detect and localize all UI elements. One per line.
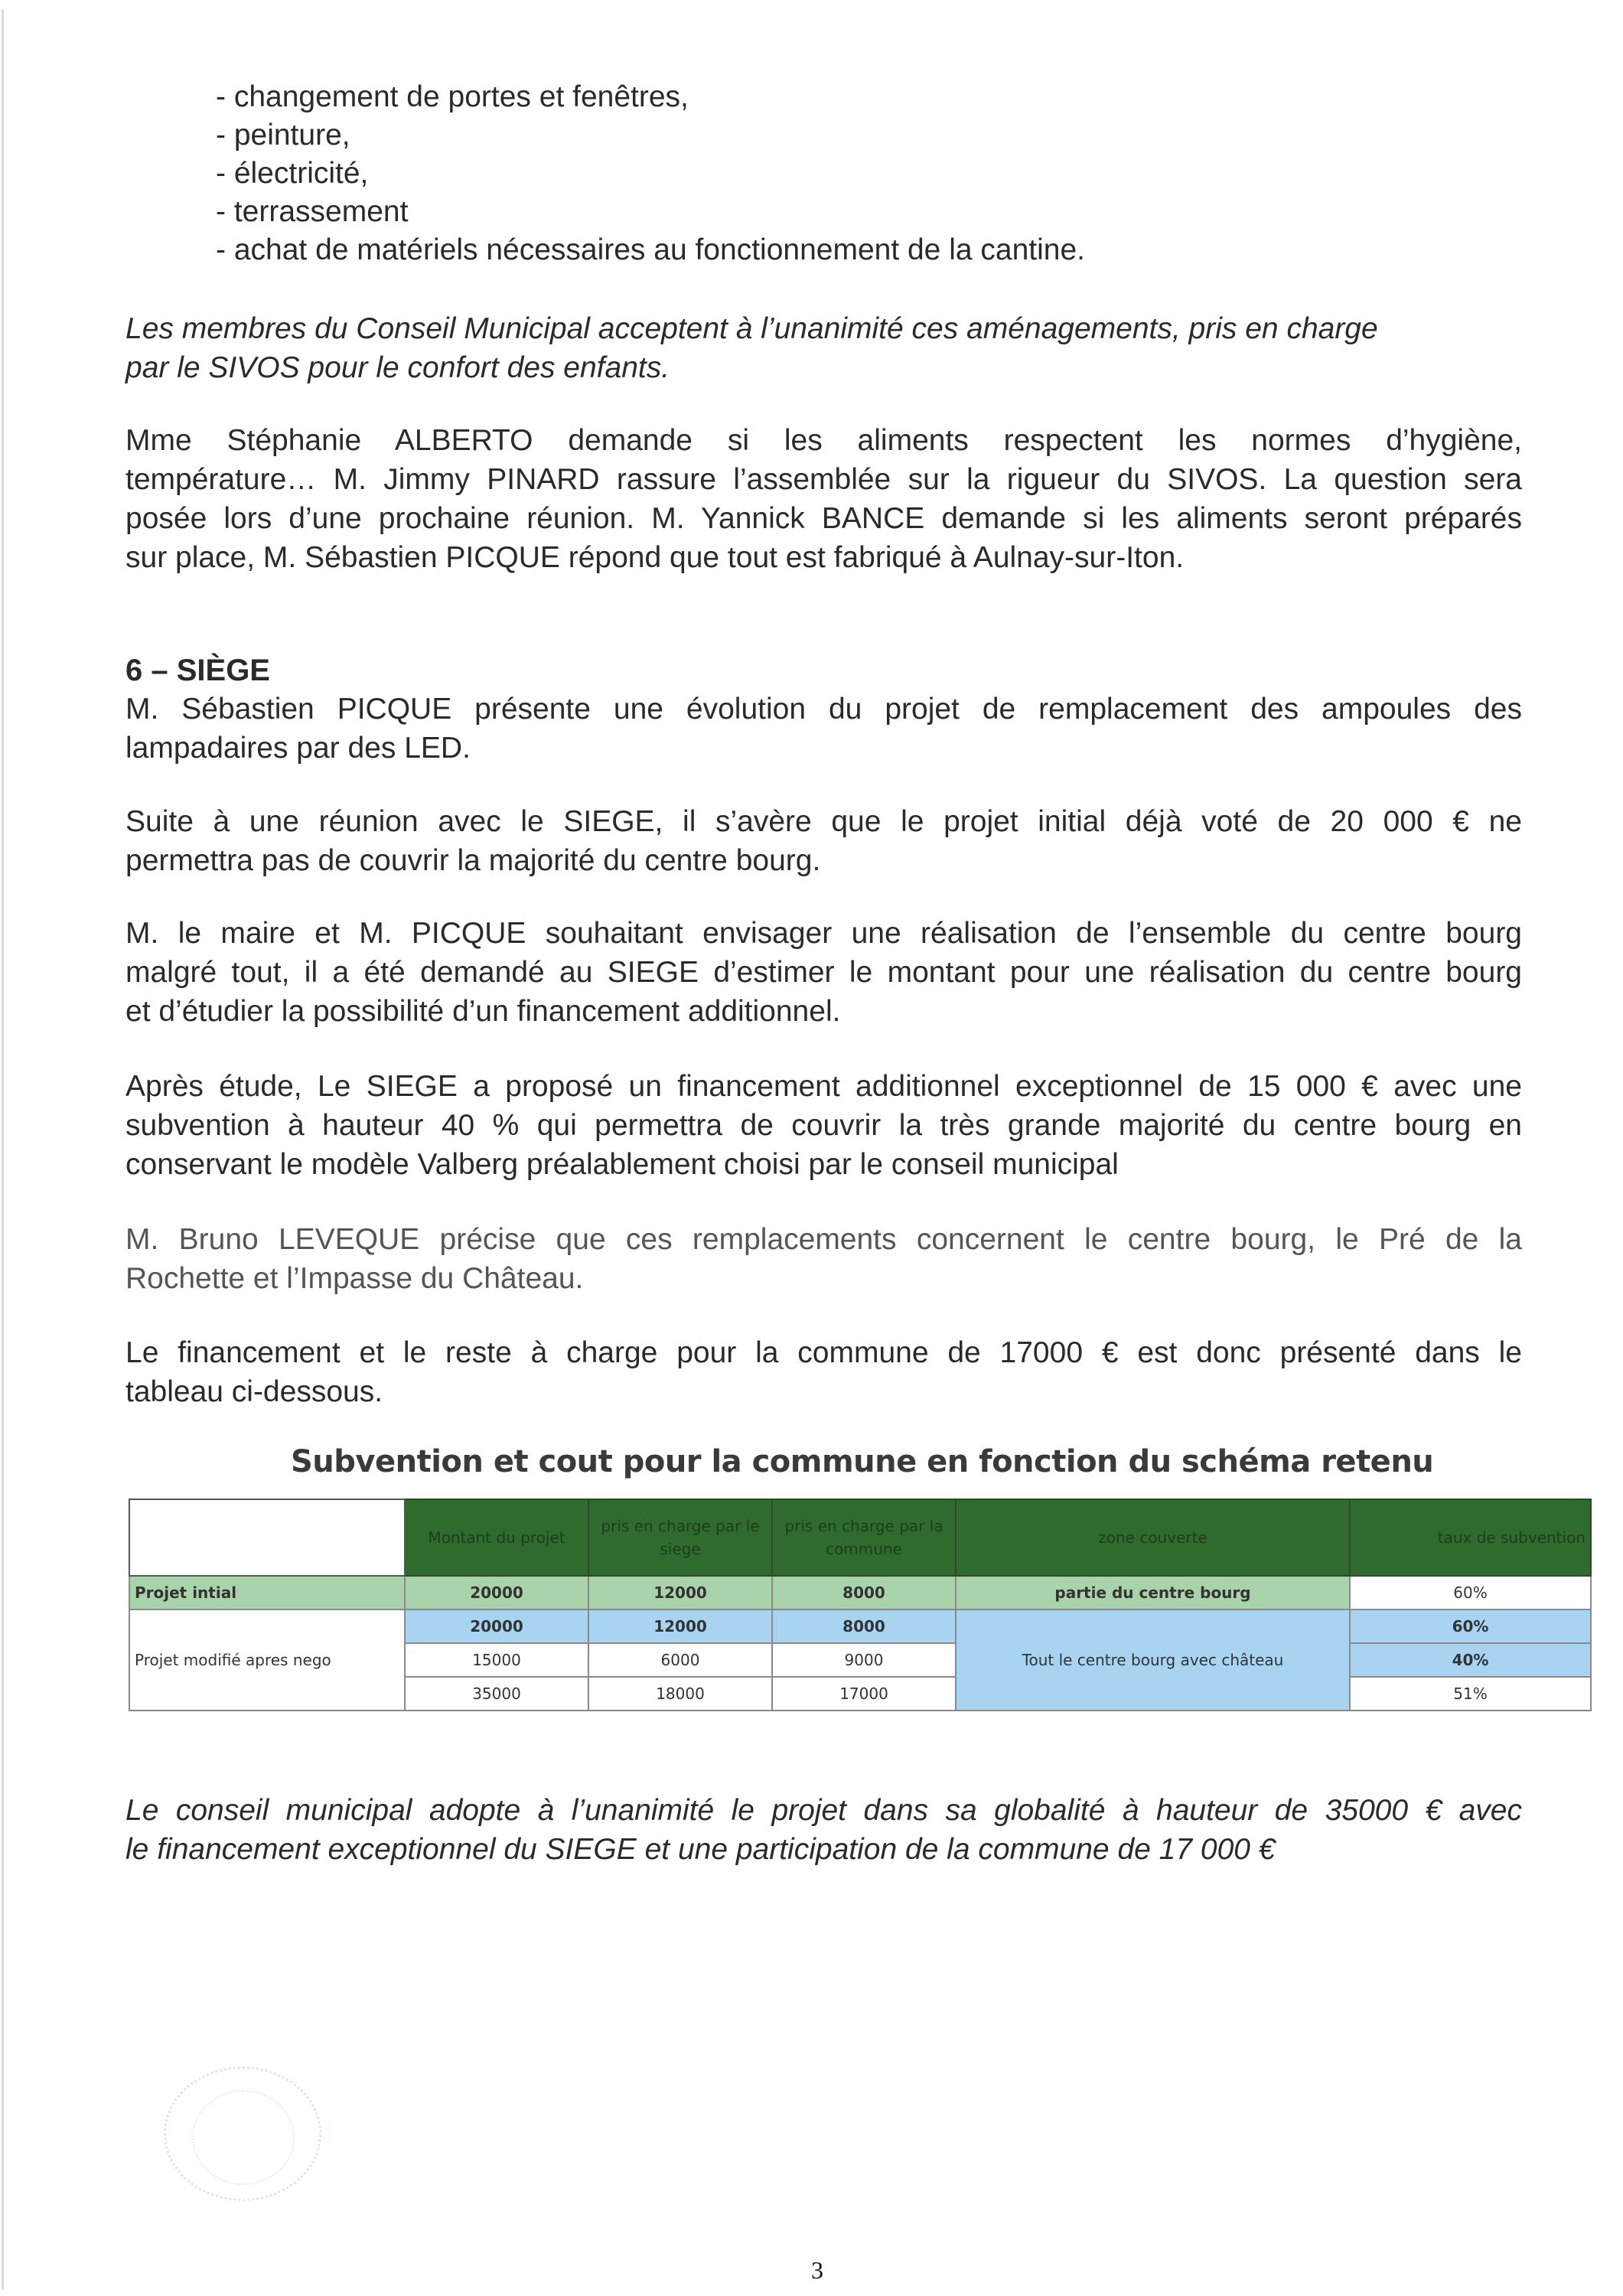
cell-taux: 51% <box>1350 1677 1591 1711</box>
text-line: et d’étudier la possibilité d’un financement additionnel. <box>125 995 841 1028</box>
text-line: posée lors d’une prochaine réunion. M. Yannick BANCE demande si les aliments seront préparés <box>125 502 1522 535</box>
list-item: - peinture, <box>216 119 350 152</box>
cell-montant: 20000 <box>405 1609 588 1643</box>
text-line: lampadaires par des LED. <box>125 732 471 765</box>
cell-commune: 17000 <box>772 1677 956 1711</box>
text-line: Après étude, Le SIEGE a proposé un financement additionnel exceptionnel de 15 000 € avec une <box>125 1070 1522 1103</box>
header-montant: Montant du projet <box>405 1499 588 1576</box>
paragraph-mayor-request <box>125 914 1522 1031</box>
paragraph-leveque <box>125 1220 1522 1298</box>
paragraph-led-project <box>125 690 1522 768</box>
text-line: malgré tout, il a été demandé au SIEGE d’estimer le montant pour une réalisation du centre bourg <box>125 956 1522 989</box>
row-label: Projet modifié apres nego <box>129 1609 405 1711</box>
list-item: - terrassement <box>216 195 409 228</box>
text-line: Le financement et le reste à charge pour la commune de 17000 € est donc présenté dans le <box>125 1336 1522 1369</box>
table-title: Subvention et cout pour la commune en fonction du schéma retenu <box>291 1444 1434 1479</box>
list-item: - changement de portes et fenêtres, <box>216 80 689 113</box>
page-number: 3 <box>811 2256 823 2284</box>
paragraph-hygiene-question <box>125 421 1522 577</box>
works-list <box>216 78 1085 269</box>
cell-zone: Tout le centre bourg avec château <box>956 1609 1350 1711</box>
text-line: M. Sébastien PICQUE présente une évolution du projet de remplacement des ampoules des <box>125 693 1522 726</box>
table-row <box>129 1576 1591 1609</box>
text-line: M. Bruno LEVEQUE précise que ces remplacements concernent le centre bourg, le Pré de la <box>125 1223 1522 1256</box>
paragraph-siege-proposal <box>125 1067 1522 1184</box>
text-line: permettra pas de couvrir la majorité du centre bourg. <box>125 844 821 877</box>
text-line: subvention à hauteur 40 % qui permettra de couvrir la très grande majorité du centre bourg en <box>125 1109 1522 1142</box>
municipal-stamp-icon <box>164 2066 321 2201</box>
text-line: Suite à une réunion avec le SIEGE, il s’avère que le projet initial déjà voté de 20 000 € ne <box>125 805 1522 838</box>
stamp-inner-ring <box>192 2090 295 2185</box>
paragraph-financing <box>125 1333 1522 1411</box>
row-label: Projet intial <box>129 1576 405 1609</box>
text-line: sur place, M. Sébastien PICQUE répond que tout est fabriqué à Aulnay-sur-Iton. <box>125 541 1185 574</box>
cell-siege: 6000 <box>588 1643 772 1677</box>
text-line: tableau ci-dessous. <box>125 1375 383 1408</box>
cell-siege: 12000 <box>588 1609 772 1643</box>
cell-siege: 18000 <box>588 1677 772 1711</box>
header-taux: taux de subvention <box>1350 1499 1591 1576</box>
cell-commune: 9000 <box>772 1643 956 1677</box>
cell-commune: 8000 <box>772 1576 956 1609</box>
table-header-row <box>129 1499 1591 1576</box>
section-heading: 6 – SIÈGE <box>125 654 270 687</box>
cell-taux: 60% <box>1350 1576 1591 1609</box>
list-item: - électricité, <box>216 157 369 190</box>
text-line: Rochette et l’Impasse du Château. <box>125 1262 584 1295</box>
cell-siege: 12000 <box>588 1576 772 1609</box>
text-line: Les membres du Conseil Municipal acceptent à l’unanimité ces aménagements, pris en charge <box>125 312 1378 345</box>
text-line: Le conseil municipal adopte à l’unanimité le projet dans sa globalité à hauteur de 35000 € avec <box>125 1794 1522 1827</box>
header-commune: pris en charge par la commune <box>772 1499 956 1576</box>
list-item: - achat de matériels nécessaires au fonctionnement de la cantine. <box>216 233 1085 266</box>
table-row <box>129 1609 1591 1643</box>
header-siege: pris en charge par le siege <box>588 1499 772 1576</box>
cell-taux: 40% <box>1350 1643 1591 1677</box>
paragraph-approval-sivos <box>125 309 1522 387</box>
paragraph-siege-meeting <box>125 802 1522 880</box>
header-empty <box>129 1499 405 1576</box>
subsidy-table <box>129 1499 1592 1711</box>
text-line: température… M. Jimmy PINARD rassure l’assemblée sur la rigueur du SIVOS. La question sera <box>125 463 1522 496</box>
cell-commune: 8000 <box>772 1609 956 1643</box>
text-line: M. le maire et M. PICQUE souhaitant envisager une réalisation de l’ensemble du centre bourg <box>125 917 1522 950</box>
cell-zone: partie du centre bourg <box>956 1576 1350 1609</box>
page-edge <box>2 9 4 2290</box>
header-zone: zone couverte <box>956 1499 1350 1576</box>
paragraph-final-decision <box>125 1791 1522 1869</box>
text-line: par le SIVOS pour le confort des enfants. <box>125 351 670 384</box>
cell-montant: 15000 <box>405 1643 588 1677</box>
text-line: le financement exceptionnel du SIEGE et une participation de la commune de 17 000 € <box>125 1833 1276 1866</box>
text-line: Mme Stéphanie ALBERTO demande si les aliments respectent les normes d’hygiène, <box>125 424 1522 457</box>
cell-montant: 20000 <box>405 1576 588 1609</box>
cell-taux: 60% <box>1350 1609 1591 1643</box>
text-line: conservant le modèle Valberg préalablement choisi par le conseil municipal <box>125 1148 1119 1181</box>
cell-montant: 35000 <box>405 1677 588 1711</box>
